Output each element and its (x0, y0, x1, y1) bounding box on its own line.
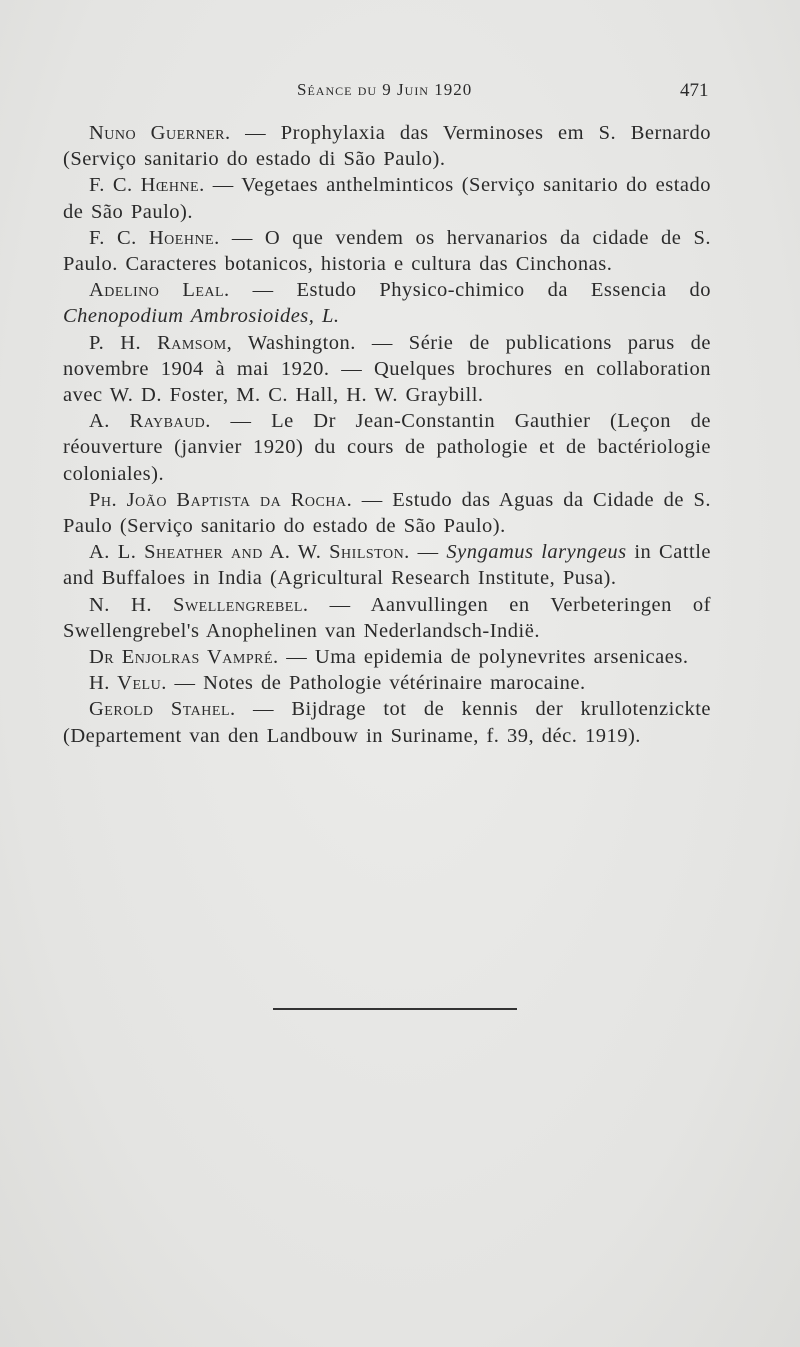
entry-author: Ph. João Baptista da Rocha. (89, 488, 353, 511)
entry-author: N. H. Swellengrebel. (89, 593, 309, 616)
entry-author: A. Raybaud. (89, 410, 211, 433)
end-rule (273, 1008, 517, 1010)
entry-author: Dr Enjolras Vampré. (89, 646, 279, 669)
entry-text: — Aanvullingen en Verbeteringen of Swellengrebel's Anophelinen van Nederlandsch-Indië. (63, 593, 711, 642)
entry-author: F. C. Hœhne. (89, 174, 205, 197)
entry-author: Nuno Guerner. (89, 122, 231, 144)
entry-text: — Estudo Physico-chimico da Essencia do (229, 279, 711, 302)
bibliography-entry (63, 670, 711, 696)
entry-text: — Le Dr Jean-Constantin Gauthier (Leçon de réouverture (janvier 1920) du cours de pathologie et de bactériologie coloniales). (63, 410, 711, 485)
entry-text: — Prophylaxia das Verminoses em S. Bernardo (Serviço sanitario do estado di São Paulo). (63, 122, 711, 171)
entry-text-after: in Cattle and Buffaloes in India (Agricultural Research Institute, Pusa). (63, 541, 712, 590)
bibliography-entry (63, 539, 711, 591)
bibliography-entry (63, 277, 711, 329)
bibliography-entry (63, 408, 711, 487)
bibliography-entry (63, 696, 711, 748)
bibliography-entry (63, 487, 711, 539)
bibliography-entry (63, 120, 711, 172)
bibliography-entry (63, 644, 711, 670)
entry-text: — (409, 541, 447, 564)
entry-text: Washington. — Série de publications parus de novembre 1904 à mai 1920. — Quelques brochures en collaboration avec W. D. Foster, M. C. Hall, H. W. Graybill. (63, 331, 711, 407)
entry-author: A. L. Sheather and A. W. Shilston. (89, 541, 410, 564)
entry-author: Gerold Stahel. (89, 698, 236, 721)
entry-text: — Uma epidemia de polynevrites arsenicaes. (278, 646, 689, 669)
entry-text: — Bijdrage tot de kennis der krullotenzickte (Departement van den Landbouw in Suriname, f. 39, déc. 1919). (63, 698, 711, 747)
entry-text: — Estudo das Aguas da Cidade de S. Paulo (Serviço sanitario do estado de São Paulo). (63, 488, 711, 538)
entry-text: — Vegetaes anthelminticos (Serviço sanitario do estado de São Paulo). (63, 174, 711, 223)
bibliography-entry (63, 592, 711, 644)
entry-author: F. C. Hoehne. (89, 226, 220, 249)
page-header (0, 80, 800, 110)
bibliography-entry (63, 225, 711, 277)
entry-author: P. H. Ramsom, (89, 331, 233, 354)
running-head: Séance du 9 Juin 1920 (297, 80, 473, 99)
entry-text: — O que vendem os hervanarios da cidade de S. Paulo. Caracteres botanicos, historia e cultura das Cinchonas. (63, 226, 711, 276)
entry-text: — Notes de Pathologie vétérinaire marocaine. (166, 672, 586, 695)
entry-italic-title: Chenopodium Ambrosioides, L. (63, 305, 340, 328)
entry-author: H. Velu. (89, 672, 167, 695)
bibliography-entry (63, 330, 711, 409)
entry-author: Adelino Leal. (89, 279, 230, 302)
page-number: 471 (680, 80, 709, 101)
bibliography-list (63, 120, 711, 749)
bibliography-entry (63, 172, 711, 224)
entry-italic-title: Syngamus laryngeus (446, 541, 627, 564)
